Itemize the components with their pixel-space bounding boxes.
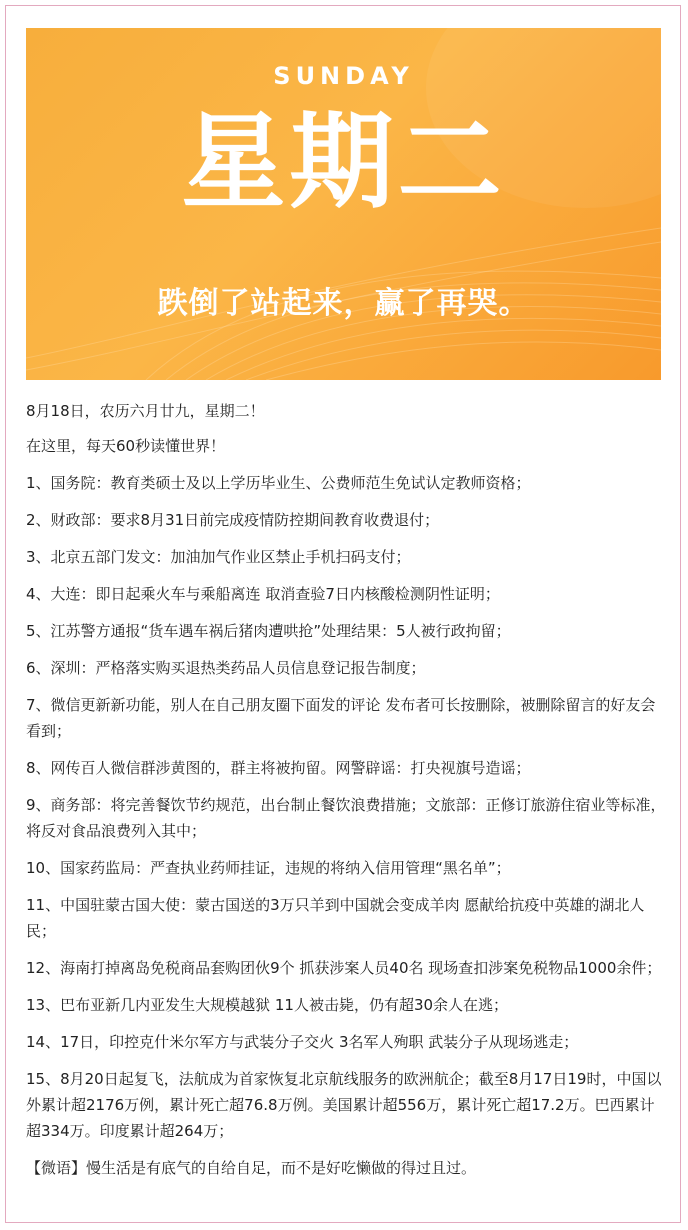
weekday-english: SUNDAY — [273, 62, 414, 90]
banner-slogan: 跌倒了站起来，赢了再哭。 — [157, 286, 530, 321]
news-item: 14、17日，印控克什米尔军方与武装分子交火 3名军人殉职 武装分子从现场逃走； — [26, 1033, 579, 1051]
date-line: 8月18日，农历六月廿九，星期二！ — [26, 402, 265, 420]
news-item: 6、深圳：严格落实购买退热类药品人员信息登记报告制度； — [26, 659, 426, 677]
news-item: 13、巴布亚新几内亚发生大规模越狱 11人被击毙，仍有超30余人在逃； — [26, 996, 509, 1014]
news-item: 1、国务院：教育类硕士及以上学历毕业生、公费师范生免试认定教师资格； — [26, 474, 531, 492]
news-item: 2、财政部：要求8月31日前完成疫情防控期间教育收费退付； — [26, 511, 440, 529]
news-content — [26, 398, 666, 1192]
news-item: 10、国家药监局：严查执业药师挂证，违规的将纳入信用管理“黑名单”； — [26, 859, 511, 877]
news-item: 12、海南打掉离岛免税商品套购团伙9个 抓获涉案人员40名 现场查扣涉案免税物品1000余件； — [26, 959, 662, 977]
tagline: 在这里，每天60秒读懂世界！ — [26, 437, 226, 455]
news-item: 5、江苏警方通报“货车遇车祸后猪肉遭哄抢”处理结果：5人被行政拘留； — [26, 622, 511, 640]
header-banner — [26, 28, 661, 380]
news-item: 8、网传百人微信群涉黄图的，群主将被拘留。网警辟谣：打央视旗号造谣； — [26, 759, 531, 777]
news-item: 7、微信更新新功能，别人在自己朋友圈下面发的评论 发布者可长按删除，被删除留言的好友会看到； — [26, 696, 656, 740]
news-item: 3、北京五部门发文：加油加气作业区禁止手机扫码支付； — [26, 548, 411, 566]
news-item: 9、商务部：将完善餐饮节约规范，出台制止餐饮浪费措施；文旅部：正修订旅游住宿业等标准，将反对食品浪费列入其中； — [26, 796, 666, 840]
news-item: 4、大连：即日起乘火车与乘船离连 取消查验7日内核酸检测阴性证明； — [26, 585, 500, 603]
weekday-title: 星期二 — [181, 100, 506, 223]
news-item: 15、8月20日起复飞，法航成为首家恢复北京航线服务的欧洲航企；截至8月17日19时，中国以外累计超2176万例，累计死亡超76.8万例。美国累计超556万，累计死亡超17.2万。巴西累计超334万。印度累计超264万； — [26, 1070, 662, 1140]
daily-quote: 【微语】慢生活是有底气的自给自足，而不是好吃懒做的得过且过。 — [26, 1159, 477, 1177]
news-item: 11、中国驻蒙古国大使：蒙古国送的3万只羊到中国就会变成羊肉 愿献给抗疫中英雄的湖北人民； — [26, 896, 645, 940]
